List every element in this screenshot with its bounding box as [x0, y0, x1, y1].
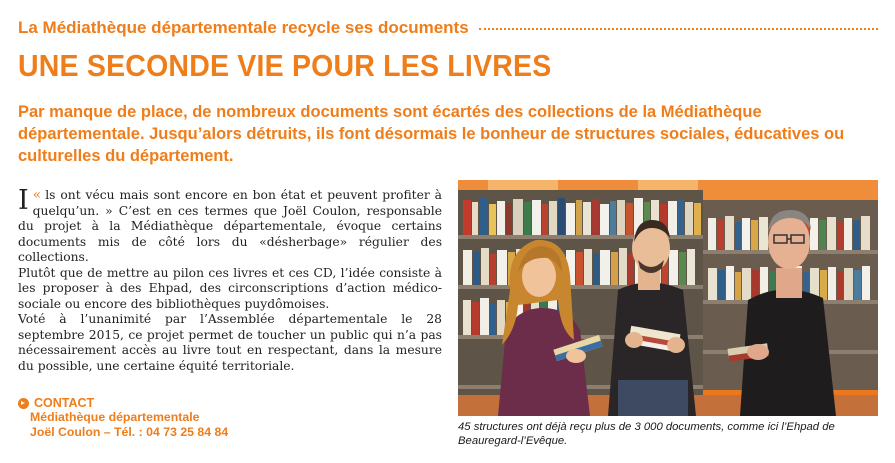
photo-illustration [458, 180, 878, 416]
drop-cap: I [18, 185, 29, 216]
article-lead: Par manque de place, de nombreux documents sont écartés des collections de la Médiathèque départementale. Jusqu’alors détruits, ils font désormais le bonheur de structures sociales, éducatives ou culturelles du département. [18, 103, 845, 165]
arrow-circle-icon [18, 398, 29, 409]
photo-caption: 45 structures ont déjà reçu plus de 3 000 documents, comme ici l’Ehpad de Beauregard-l’Evêque. [458, 421, 835, 447]
contact-person-phone: Joël Coulon – Tél. : 04 73 25 84 84 [30, 425, 229, 439]
article-body [18, 185, 442, 374]
paragraph-3: Voté à l’unanimité par l’Assemblée départementale le 28 septembre 2015, ce projet permet de toucher un public qui n’a pas nécessairement accès au livre tout en respectant, dans la mesure du possible, une certaine équité territoriale. [18, 312, 442, 373]
section-kicker [18, 18, 878, 38]
contact-organization: Médiathèque départementale [30, 410, 200, 424]
library-staff-photo [458, 180, 878, 416]
kicker-text: La Médiathèque départementale recycle ses documents [18, 18, 469, 37]
paragraph-1 [18, 185, 442, 266]
paragraph-2: Plutôt que de mettre au pilon ces livres et ces CD, l’idée consiste à les proposer à des Ehpad, des circonscriptions d’action médico-sociale ou encore des bibliothèques puydômoises. [18, 265, 442, 311]
contact-heading [18, 396, 228, 410]
contact-heading-text: CONTACT [34, 396, 95, 410]
contact-box [18, 396, 228, 440]
dotted-rule [479, 28, 878, 30]
article-headline: UNE SECONDE VIE POUR LES LIVRES [18, 48, 552, 83]
open-quote: « [32, 187, 42, 203]
paragraph-1-text: ls ont vécu mais sont encore en bon état et peuvent profiter à quelqu’un. » C’est en ces termes que Joël Coulon, responsable du projet à la Médiathèque départementale, évoque certains documents mis de côté lors du «désherbage» régulier des collections. [18, 188, 442, 264]
